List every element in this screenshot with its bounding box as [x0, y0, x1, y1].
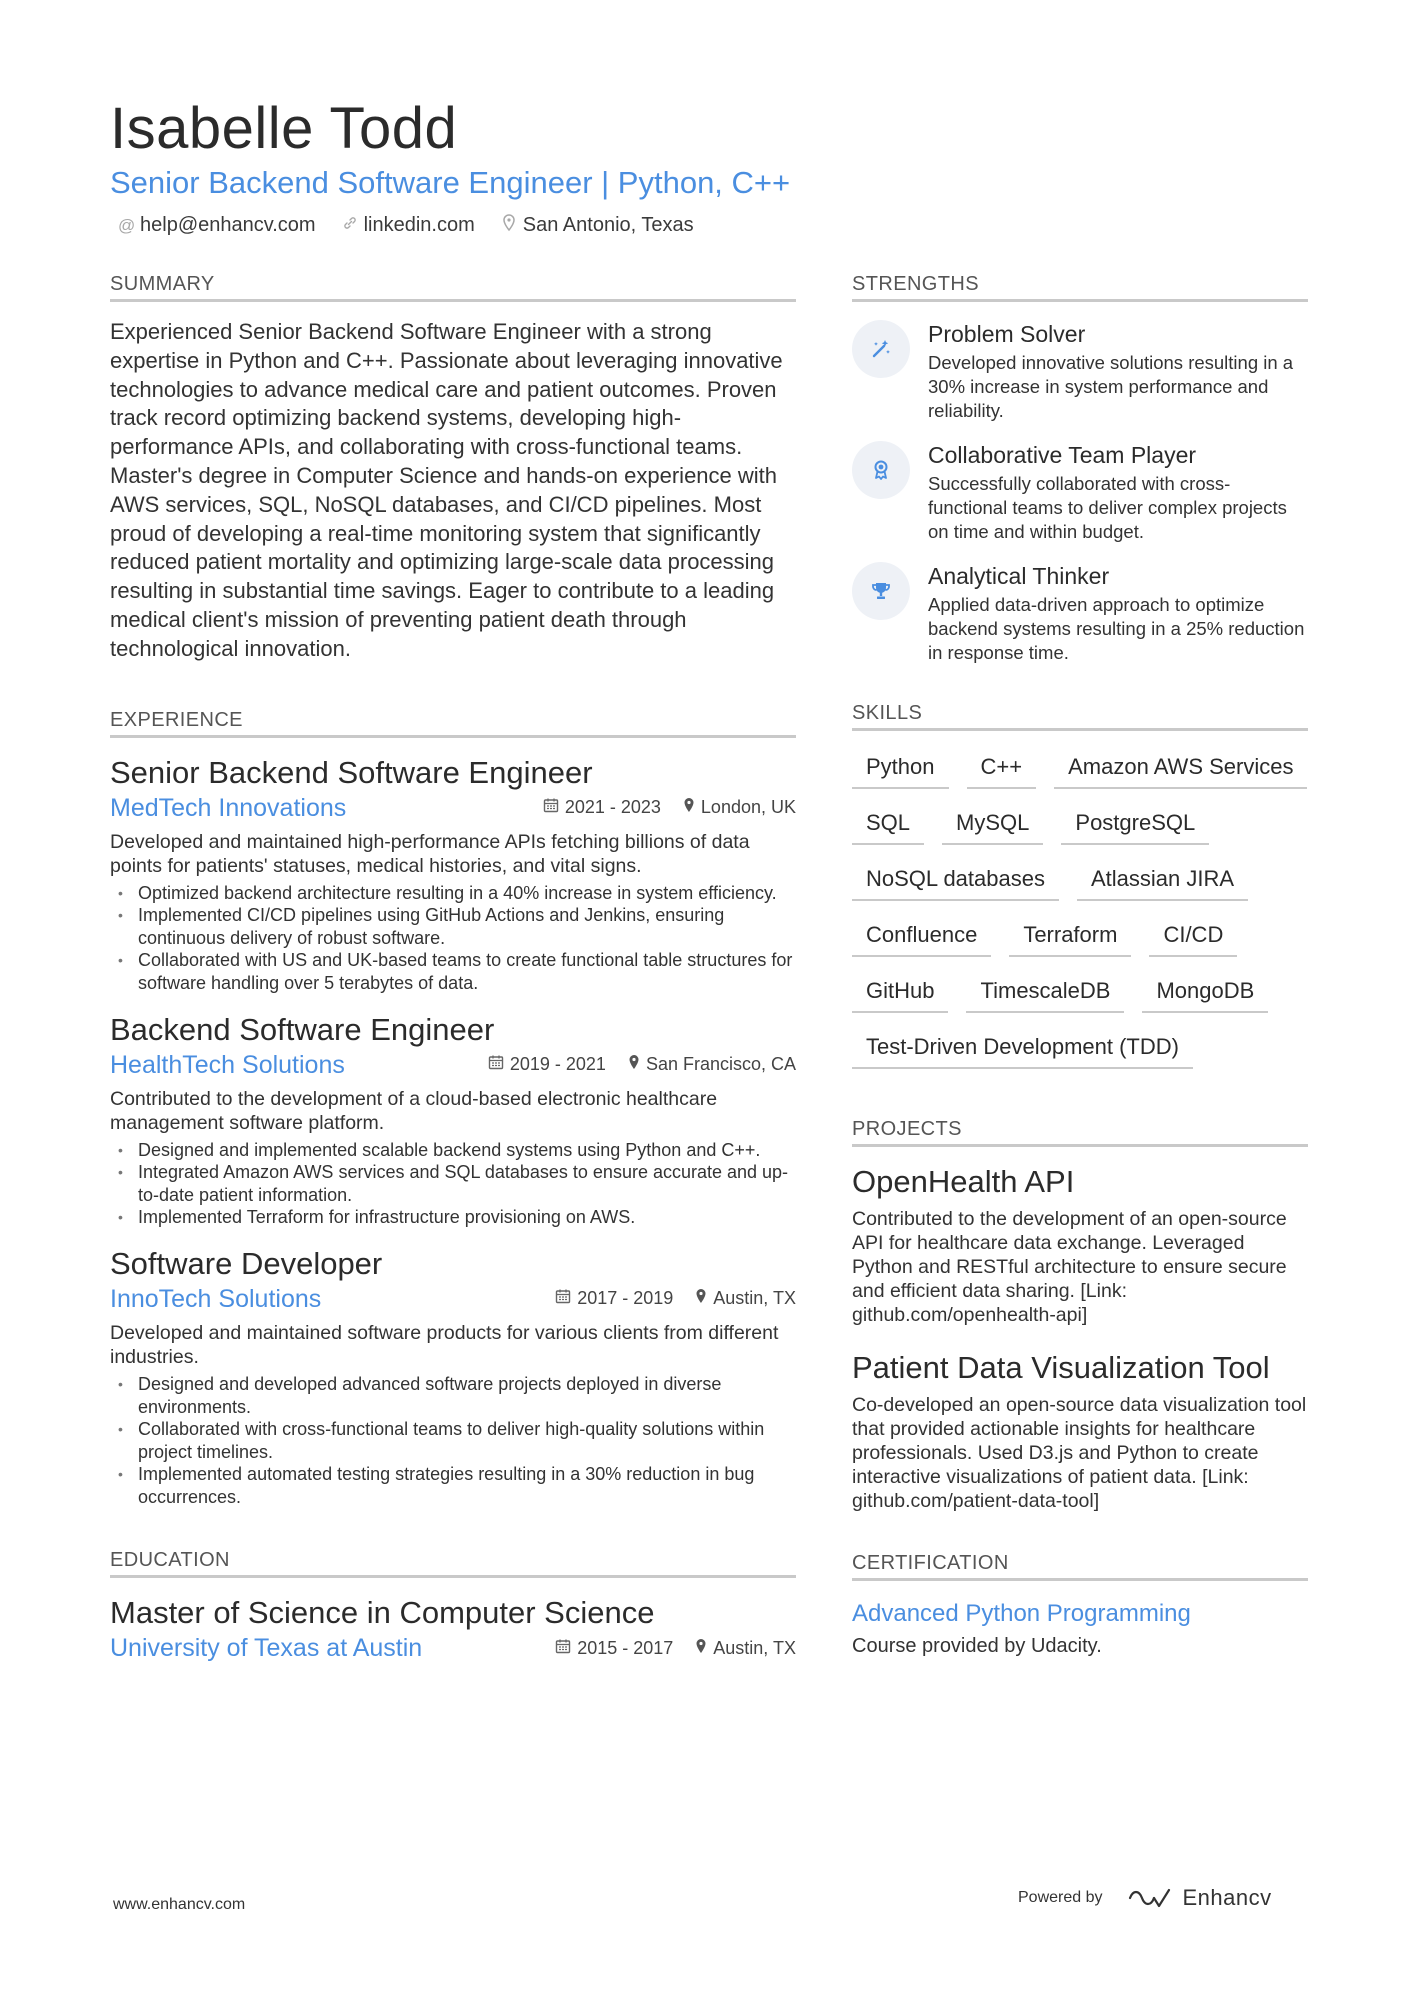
powered-by-text: Powered by [1018, 1889, 1103, 1906]
footer-branding [1018, 1885, 1272, 1911]
job-entry [110, 1011, 796, 1229]
skill-tag: GitHub [852, 977, 948, 1013]
calendar-icon [555, 1288, 571, 1309]
at-icon: @ [118, 215, 136, 235]
skill-tag: NoSQL databases [852, 865, 1059, 901]
job-bullet: • Implemented automated testing strategies resulting in a 30% reduction in bug occurrences. [110, 1463, 796, 1508]
job-description: Contributed to the development of a cloud-based electronic healthcare management software platform. [110, 1087, 718, 1134]
contact-location [501, 214, 694, 237]
skill-tag: Confluence [852, 921, 991, 957]
education-location [695, 1638, 796, 1659]
job-bullet: • Implemented CI/CD pipelines using GitHub Actions and Jenkins, ensuring continuous delivery of robust software. [110, 904, 796, 949]
calendar-icon [488, 1054, 504, 1075]
job-location [683, 797, 796, 818]
magic-wand-icon [852, 320, 910, 378]
strength-title: Analytical Thinker [928, 563, 1110, 589]
candidate-headline: Senior Backend Software Engineer | Python, C++ [110, 165, 791, 200]
skill-tag: Python [852, 753, 949, 789]
job-location-text: London, UK [700, 797, 796, 818]
job-description: Developed and maintained software products for various clients from different industries. [110, 1321, 779, 1368]
brand-name: Enhancv [1182, 1885, 1272, 1910]
strength-body [928, 562, 1308, 665]
skill-tag: MySQL [942, 809, 1043, 845]
link-icon [342, 215, 358, 236]
job-dates-text: 2019 - 2021 [509, 1054, 606, 1075]
skills-heading: SKILLS [852, 701, 1308, 731]
skills-section [852, 701, 1308, 1069]
job-bullet: • Collaborated with cross-functional teams to deliver high-quality solutions within project timelines. [110, 1418, 796, 1463]
job-meta [555, 1288, 796, 1309]
school-name: University of Texas at Austin [110, 1634, 423, 1663]
job-meta [488, 1054, 796, 1075]
strengths-section [852, 272, 1308, 665]
trophy-icon [852, 562, 910, 620]
job-bullet: • Integrated Amazon AWS services and SQL databases to ensure accurate and up-to-date patient information. [110, 1161, 796, 1206]
linkedin-text: linkedin.com [363, 214, 475, 236]
strengths-heading: STRENGTHS [852, 272, 1308, 302]
skill-tag: PostgreSQL [1061, 809, 1209, 845]
skill-tag: Amazon AWS Services [1054, 753, 1307, 789]
summary-section [110, 272, 796, 664]
skill-tag: CI/CD [1149, 921, 1237, 957]
job-dates [543, 797, 661, 818]
skill-tag: C++ [967, 753, 1037, 789]
calendar-icon [555, 1638, 571, 1659]
job-location-text: Austin, TX [713, 1288, 796, 1309]
job-bullet: • Optimized backend architecture resulting in a 40% increase in system efficiency. [110, 882, 796, 905]
projects-heading: PROJECTS [852, 1117, 1308, 1147]
experience-section [110, 708, 796, 1509]
contact-email[interactable] [118, 214, 316, 237]
job-title: Senior Backend Software Engineer [110, 754, 593, 790]
education-dates-text: 2015 - 2017 [577, 1637, 674, 1658]
footer-website[interactable]: www.enhancv.com [113, 1896, 246, 1913]
project-description: Contributed to the development of an open-source API for healthcare data exchange. Leveraged Python and RESTful architecture to ensure secure and efficient data sharing. [Link: github.com/openhealth-api] [852, 1208, 1287, 1326]
skill-tag: Terraform [1009, 921, 1131, 957]
contact-linkedin[interactable] [342, 214, 475, 237]
skills-list [852, 753, 1308, 1069]
job-description: Developed and maintained high-performance APIs fetching billions of data points for patients' statuses, medical histories, and vital signs. [110, 830, 750, 877]
job-title: Software Developer [110, 1245, 383, 1281]
education-dates [555, 1638, 673, 1659]
map-pin-icon [628, 1054, 640, 1075]
job-meta-row [110, 1283, 796, 1315]
summary-text: Experienced Senior Backend Software Engineer with a strong expertise in Python and C++. Passionate about leveraging innovative technologies to advance medical care and patient outcomes. Proven track record optimizing backend systems, developing high-performance APIs, and collaborating with cross-functional teams. Master's degree in Computer Science and hands-on experience with AWS services, SQL, NoSQL databases, and CI/CD pipelines. Most proud of developing a real-time monitoring system that significantly reduced patient mortality and optimizing large-scale data processing resulting in substantial time savings. Eager to contribute to a leading medical client's mission of preventing patient death through technological innovation. [110, 319, 783, 661]
right-column [852, 272, 1308, 1659]
certification-section [852, 1551, 1308, 1659]
map-pin-icon [695, 1288, 707, 1309]
job-meta [543, 797, 796, 818]
job-dates [488, 1054, 606, 1075]
project-title: OpenHealth API [852, 1164, 1075, 1199]
email-text: help@enhancv.com [140, 214, 316, 236]
strength-item [852, 562, 1308, 665]
degree-title: Master of Science in Computer Science [110, 1595, 655, 1631]
job-bullet: • Designed and developed advanced software projects deployed in diverse environments. [110, 1373, 796, 1418]
strength-description: Developed innovative solutions resulting in a 30% increase in system performance and reliability. [928, 352, 1294, 421]
company-name: InnoTech Solutions [110, 1284, 322, 1313]
education-section [110, 1548, 796, 1664]
experience-heading: EXPERIENCE [110, 708, 796, 738]
education-location-text: Austin, TX [713, 1637, 796, 1658]
job-dates-text: 2021 - 2023 [564, 797, 661, 818]
skill-tag: Atlassian JIRA [1077, 865, 1248, 901]
skill-tag: TimescaleDB [966, 977, 1124, 1013]
strength-body [928, 441, 1308, 544]
enhancv-logo-icon [1127, 1886, 1173, 1910]
summary-heading: SUMMARY [110, 272, 796, 302]
job-location-text: San Francisco, CA [645, 1054, 796, 1075]
map-pin-icon [683, 797, 695, 818]
job-bullets [110, 1373, 796, 1509]
strength-item [852, 441, 1308, 544]
resume-header [110, 96, 1310, 237]
map-pin-icon [695, 1638, 707, 1659]
job-location [695, 1288, 796, 1309]
certification-name: Advanced Python Programming [852, 1600, 1191, 1627]
skill-tag: Test-Driven Development (TDD) [852, 1033, 1193, 1069]
job-dates [555, 1288, 673, 1309]
job-meta-row [110, 1049, 796, 1081]
education-meta-row [110, 1632, 796, 1664]
strength-body [928, 320, 1308, 423]
strength-title: Collaborative Team Player [928, 442, 1197, 468]
calendar-icon [543, 797, 559, 818]
candidate-name: Isabelle Todd [110, 96, 458, 161]
certification-description: Course provided by Udacity. [852, 1635, 1102, 1657]
award-icon [852, 441, 910, 499]
job-bullet: • Implemented Terraform for infrastructure provisioning on AWS. [110, 1206, 796, 1229]
job-bullet: • Designed and implemented scalable backend systems using Python and C++. [110, 1139, 796, 1162]
skill-tag: SQL [852, 809, 924, 845]
certification-heading: CERTIFICATION [852, 1551, 1308, 1581]
job-bullets [110, 1139, 796, 1229]
project-description: Co-developed an open-source data visualization tool that provided actionable insights for healthcare professionals. Used D3.js and Python to create interactive visualizations of patient data. [Link: github.com/patient-data-tool] [852, 1394, 1307, 1512]
job-entry [110, 754, 796, 995]
job-entry [110, 1245, 796, 1509]
job-location [628, 1054, 796, 1075]
project-title: Patient Data Visualization Tool [852, 1350, 1270, 1385]
contact-bar [110, 214, 1310, 237]
company-name: MedTech Innovations [110, 793, 347, 822]
left-column [110, 272, 796, 1664]
strength-title: Problem Solver [928, 321, 1086, 347]
projects-section [852, 1117, 1308, 1513]
job-title: Backend Software Engineer [110, 1011, 495, 1047]
company-name: HealthTech Solutions [110, 1050, 345, 1079]
map-pin-icon [501, 214, 517, 237]
job-bullets [110, 882, 796, 995]
location-text: San Antonio, Texas [522, 214, 694, 236]
skill-tag: MongoDB [1142, 977, 1268, 1013]
education-meta [555, 1638, 796, 1659]
strength-description: Successfully collaborated with cross-functional teams to deliver complex projects on time and within budget. [928, 473, 1287, 542]
job-dates-text: 2017 - 2019 [577, 1288, 674, 1309]
strength-description: Applied data-driven approach to optimize backend systems resulting in a 25% reduction in response time. [928, 594, 1305, 663]
brand-logo[interactable] [1127, 1885, 1272, 1911]
strength-item [852, 320, 1308, 423]
job-bullet: • Collaborated with US and UK-based teams to create functional table structures for software handling over 5 terabytes of data. [110, 949, 796, 994]
job-meta-row [110, 792, 796, 824]
education-heading: EDUCATION [110, 1548, 796, 1578]
